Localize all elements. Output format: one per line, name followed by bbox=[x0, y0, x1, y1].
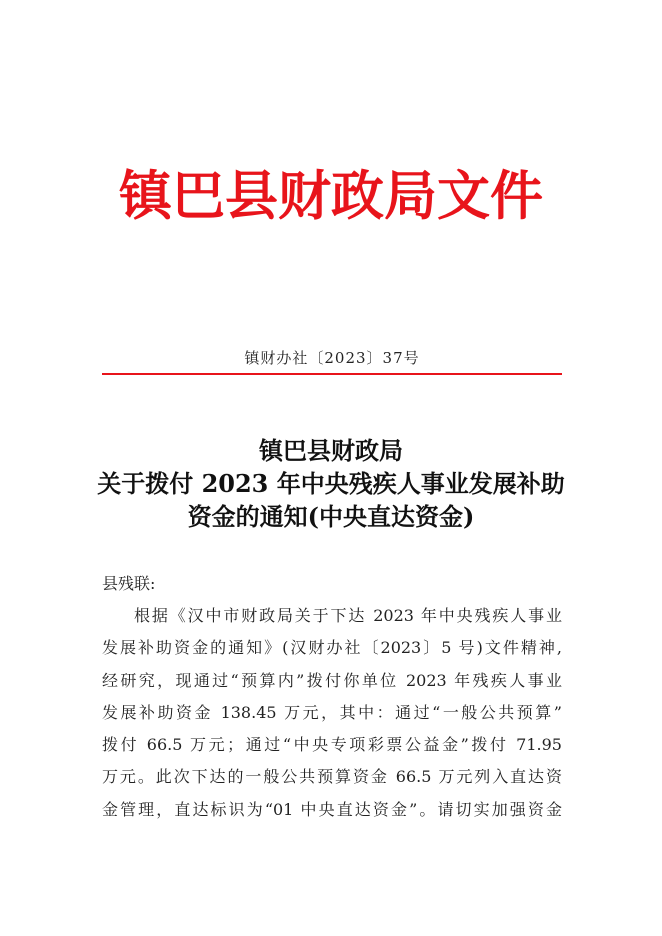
body-line: 拨付 66.5 万元；通过“中央专项彩票公益金”拨付 71.95 bbox=[102, 735, 562, 755]
title-line-1: 镇巴县财政局 bbox=[259, 436, 403, 465]
body-line: 根据《汉中市财政局关于下达 2023 年中央残疾人事业 bbox=[134, 606, 562, 625]
red-separator-line bbox=[102, 373, 562, 375]
body-paragraph bbox=[102, 600, 562, 826]
title-line-2: 关于拨付 2023 年中央残疾人事业发展补助 bbox=[97, 469, 565, 498]
document-number: 镇财办社〔2023〕37号 bbox=[244, 349, 420, 367]
body-line: 万元。此次下达的一般公共预算资金 66.5 万元列入直达资 bbox=[102, 767, 562, 787]
body-line: 金管理，直达标识为“01 中央直达资金”。请切实加强资金 bbox=[102, 799, 562, 819]
title-line-3: 资金的通知(中央直达资金) bbox=[187, 502, 475, 531]
body-line: 发展补助资金的通知》(汉财办社〔2023〕5 号)文件精神, bbox=[102, 638, 562, 658]
addressee: 县残联: bbox=[102, 574, 156, 593]
body-line: 发展补助资金 138.45 万元，其中：通过“一般公共预算” bbox=[102, 702, 562, 722]
org-header-title: 镇巴县财政局文件 bbox=[119, 165, 543, 227]
notice-title bbox=[80, 434, 582, 533]
body-line: 经研究，现通过“预算内”拨付你单位 2023 年残疾人事业 bbox=[102, 670, 562, 690]
